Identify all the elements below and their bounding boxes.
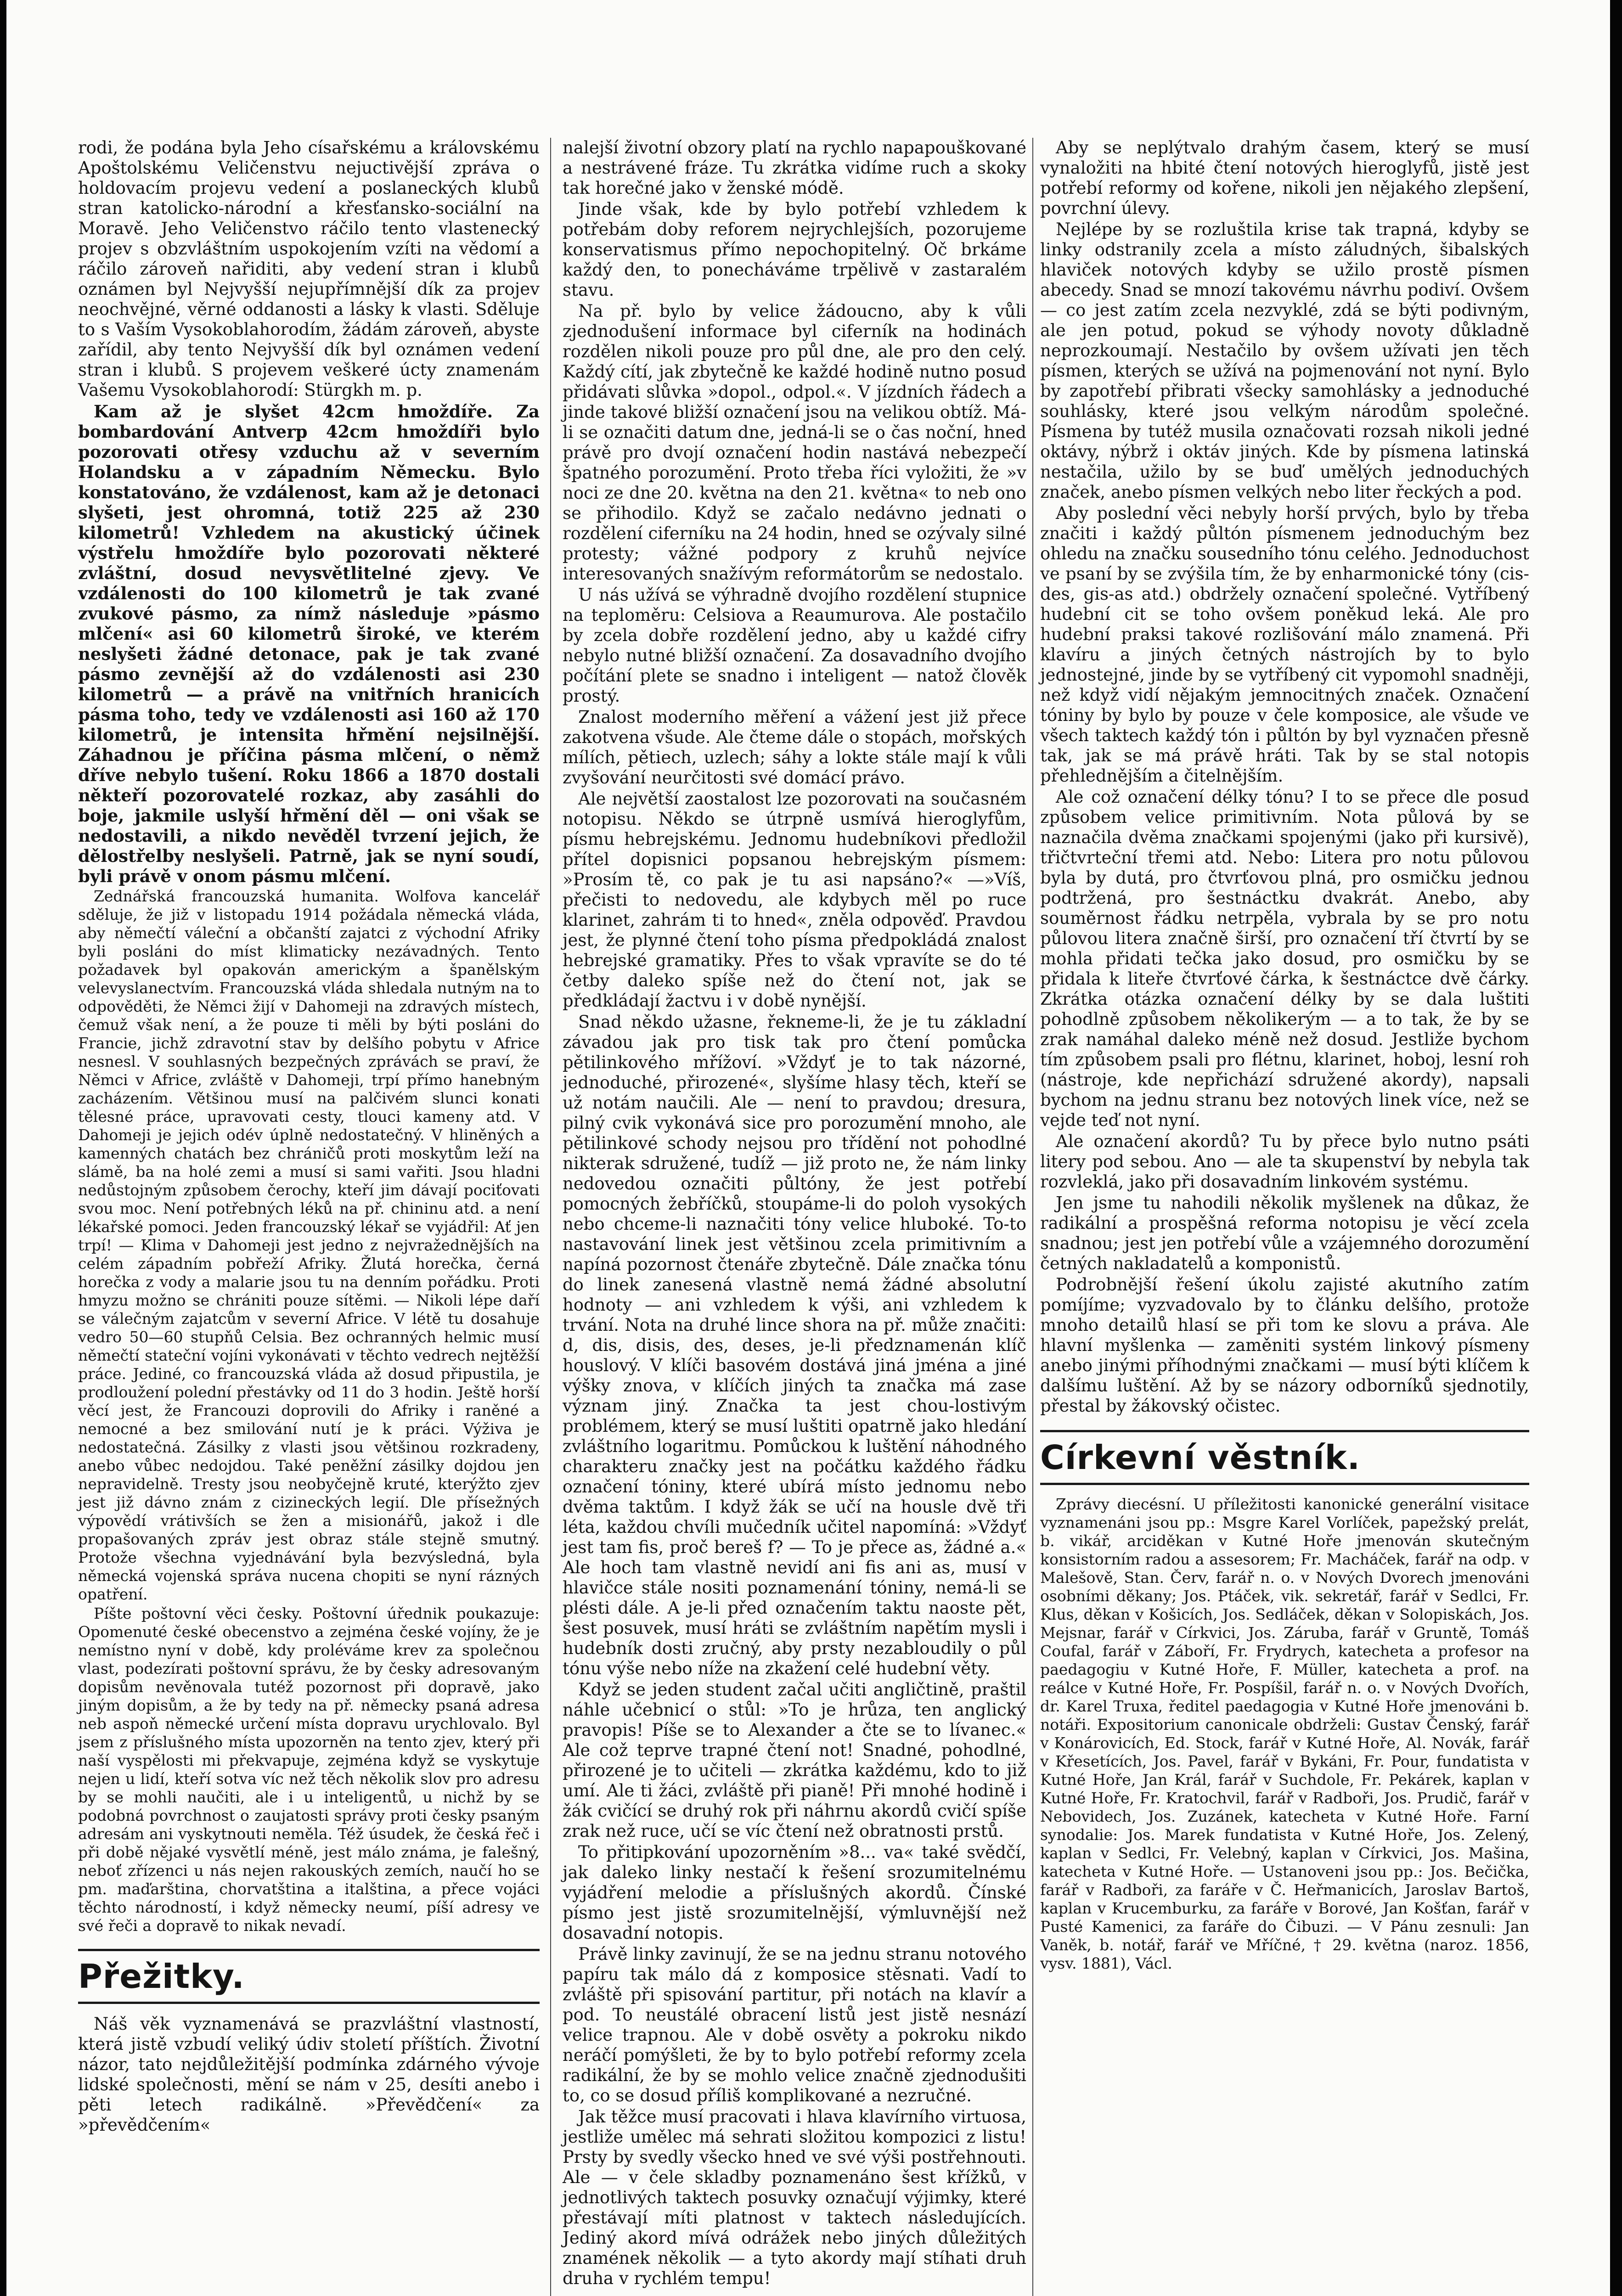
prezitky-c3-p7: Podrobnější řešení úkolu zajisté akutního zatím pomíjíme; vyzvadovalo by to článku delšího, protože mnoho detailů hlasí se při tom ke slovu a práva. Ale hlavní myšlenka — zaměniti systém linkový písmeny anebo jinými příhodnými značkami — musí býti klíčem k dalšímu luštění. Až by se názory odborníků sjednotily, přestal by žákovský očistec. bbox=[1040, 1275, 1529, 1416]
hmozdire-article: Kam až je slyšet 42cm hmoždíře. Za bombardování Antverp 42cm hmoždíři bylo pozorovati otřesy vzduchu až v severním Holandsku a v západním Německu. Bylo konstatováno, že vzdálenost, kam až je detonaci slyšeti, jest ohromná, totiž 225 až 230 kilometrů! Vzhledem na akustický účinek výstřelu hmoždíře bylo pozorovati některé zvláštní, dosud nevysvětlitelné zjevy. Ve vzdálenosti do 100 kilometrů je tak zvané zvukové pásmo, za nímž následuje »pásmo mlčení« asi 60 kilometrů široké, ve kterém neslyšeti žádné detonace, pak je tak zvané pásmo zevnější až do vzdálenosti asi 230 kilometrů — a právě na vnitřních hranicích pásma toho, tedy ve vzdálenosti asi 160 až 170 kilometrů, je intensita hřmění nejsilnější. Záhadnou je příčina pásma mlčení, o němž dříve nebylo tušení. Roku 1866 a 1870 dostali někteří pozorovatelé rozkaz, aby zasáhli do boje, jakmile uslyší hřmění děl — oni však se nedostavili, a nikdo nevěděl tvrzení jejich, že dělostřelby neslyšeli. Patrně, jak se nyní soudí, byli právě v onom pásmu mlčení. bbox=[78, 401, 540, 886]
left-edge-bar bbox=[0, 0, 6, 2296]
prezitky-c3-p6: Jen jsme tu nahodili několik myšlenek na důkaz, že radikální a prospěšná reforma notopisu je věcí zcela snadnou; jest jen potřebí vůle a vzájemného dorozumění četných nakladatelů a komponistů. bbox=[1040, 1193, 1529, 1273]
cirkevni-heading-box bbox=[1040, 1430, 1529, 1485]
right-edge-bar bbox=[1610, 0, 1622, 2296]
column-rule-2 bbox=[1032, 138, 1033, 2296]
prezitky-c3-p3: Aby poslední věci nebyly horší prvých, bylo by třeba značiti i každý půltón písmenem jednoduchým bez ohledu na značku sousedního tónu celého. Jednoduchost ve psaní by se zvýšila tím, že by enharmonické tóny (cis-des, gis-as atd.) obdržely označení společné. Vytříbený hudební cit se toho ovšem poněkud leká. Ale pro hudební praksi takové rozlišování málo znamená. Při klavíru a jiných četných nástrojích by to bylo jednostejné, jinde by se vytříbený cit vypomohl snadněji, než když vidí nějakým jemnocitných značek. Označení tóniny by bylo by pouze v čele komposice, ale všude ve všech taktech každý tón i půltón by byl vyznačen přesně tak, jak se má právě hráti. Tak by se stal notopis přehlednějším a čitelnějším. bbox=[1040, 503, 1529, 786]
prezitky-c3-p4: Ale což označení délky tónu? I to se přece dle posud způsobem velice primitivním. Nota půlová by se naznačila dvěma značkami spojenými (jako při kursivě), třičtvrteční třemi atd. Nebo: Litera pro notu půlovou byla by dutá, pro čtvrťovou plná, pro osmičku jednou podtržená, pro šestnáctku dvakrát. Anebo, aby souměrnost řádku netrpěla, vybrala by se pro notu půlovou litera značně širší, pro označení tří čtvrtí by se mohla přidati tečka jako dosud, pro osmičku by se přidala k liteře čtvrťové čárka, k šestnáctce dvě čárky. Zkrátka otázka označení délky by se dala luštiti pohodlně způsobem několikerým — a to tak, že by se zrak namáhal daleko méně než dosud. Jestliže bychom tím způsobem psali pro flétnu, klarinet, hoboj, lesní roh (nástroje, kde nepřichází sdružené akordy), napsali bychom na jednu stranu bez notových linek více, než se vejde teď not nyní. bbox=[1040, 787, 1529, 1130]
postovni-veci-article: Píšte poštovní věci česky. Poštovní úřednik poukazuje: Opomenuté české obecenstvo a zejména české vojíny, že je nemístno nyní v době, kdy proléváme krev za společnou vlast, podezírati poštovní správu, že by česky adresovaným dopisům nevěnovala tutéž pozornost při dopravě, jako jiným dopisům, a že by tedy na př. německy psaná adresa neb aspoň německé určení místa dopravu urychlovalo. Byl jsem z příslušného místa upozorněn na tento zjev, který při naší vyspělosti mi překvapuje, zejména když se vyskytuje nejen u lidí, kteří sotva víc než těch několik slov pro adresu by se mohli naučiti, ale i u inteligentů, u nichž by se podobná povrchnost o zaujatosti správy proti česky psaným adresám ani vyskytnouti neměla. Též úsudek, že česká řeč i při době nějaké vysvětlí méně, jest málo známa, je falešný, neboť zřízenci u nás nejen rakouských zemích, naučí ho se pm. maďarština, chorvatština a italština, a přece vojáci těchto národností, i když německy neumí, píší adresy ve své řeči a dopravě to nikak nevadí. bbox=[78, 1604, 540, 1935]
prezitky-p9: To přitipkování upozorněním »8... va« také svědčí, jak daleko linky nestačí k řešení srozumitelnému vyjádření melodie a příslušných akordů. Čínské písmo jest jistě srozumitelnější, výmluvnější než dosavadní notopis. bbox=[563, 1842, 1026, 1943]
column-1 bbox=[78, 138, 540, 2136]
prezitky-c3-p1: Aby se neplýtvalo drahým časem, který se musí vynaložiti na hbité čtení notových hieroglyfů, jistě jest potřebí reformy od kořene, nikoli jen nějakého zlepšení, povrchní úlevy. bbox=[1040, 138, 1529, 218]
cirkevni-title: Církevní věstník. bbox=[1040, 1438, 1360, 1477]
prezitky-p4: U nás užívá se výhradně dvojího rozdělení stupnice na teploměru: Celsiova a Reaumurova. Ale postačilo by zcela dobře rozdělení jedno, aby u každé cifry nebylo nutné bližší označení. Za dosavadního dvojího počítání plete se snadno i inteligent — natož člověk prostý. bbox=[563, 585, 1026, 706]
prezitky-heading-box bbox=[78, 1949, 540, 2004]
prezitky-c3-p5: Ale označení akordů? Tu by přece bylo nutno psáti litery pod sebou. Ano — ale ta skupenství by nebyla tak rozvleklá, jako při dosavadním linkovém systému. bbox=[1040, 1131, 1529, 1192]
prezitky-p3: Na př. bylo by velice žádoucno, aby k vůli zjednodušení informace byl ciferník na hodinách rozdělen nikoli pouze pro půl dne, ale pro den celý. Každý cítí, jak zbytečně ke každé hodině nutno posud přidávati slůvka »dopol., odpol.«. V jízdních řádech a jinde takové bližší označení jsou na velikou obtíž. Má-li se označiti datum dne, jedná-li se o čas noční, hned právě pro dvojí označení hodin nastává nebezpečí špatného porozumění. Proto třeba říci vyložiti, že »v noci ze dne 20. května na den 21. května« to neb ono se přihodilo. Když se začalo nedávno jednati o rozdělení ciferníku na 24 hodin, hned se ozývaly silné protesty; vážné podpory z kruhů nejvíce interesovaných snažívým reformátorům se nedostalo. bbox=[563, 301, 1026, 584]
prezitky-c3-p2: Nejlépe by se rozluštila krise tak trapná, kdyby se linky odstranily zcela a místo záludných, šibalských hlaviček notových kdyby se užilo prostě písmen abecedy. Snad se mnozí takovému návrhu podiví. Ovšem — co jest zatím zcela nezvyklé, zdá se býti podivným, ale jen potud, pokud se výhody novoty důkladně neprozkoumají. Nestačilo by ovšem užívati jen těch písmen, kterých se užívá na pojmenování not nyní. Bylo by zapotřebí přibrati všecky samohlásky a jednoduché souhlásky, které jsou velkým národům společné. Písmena by tutéž musila označovati rozsah nikoli jedné oktávy, nýbrž i oktáv jiných. Kde by písmena latinská nestačila, užilo by se buď umělých jednoduchých značek, anebo písmen velkých nebo liter řeckých a pod. bbox=[1040, 219, 1529, 502]
holdovaci-projev-text: rodi, že podána byla Jeho císařskému a královskému Apoštolskému Veličenstvu nejuctivější zpráva o holdovacím projevu vedení a poslaneckých klubů stran katolicko-národní a křesťansko-sociální na Moravě. Jeho Veličenstvo ráčilo tento vlastenecký projev s obzvláštním uspokojením vzíti na vědomí a ráčilo zároveň nařiditi, aby vedení stran i klubů oznámen byl Nejvyšší nejupřímnější dík za projev neochvějné, věrné oddanosti a lásky k vlasti. Sděluje to s Vaším Vysokoblahorodím, žádám zároveň, abyste zařídil, aby tento Nejvyšší dík byl oznámen vedení stran i klubů. S projevem veškeré úcty znamenám Vašemu Vysokoblahorodí: Stürgkh m. p. bbox=[78, 138, 540, 400]
prezitky-p7: Snad někdo užasne, řekneme-li, že je tu základní závadou jak pro tisk tak pro čtení pomůcka pětilinkového mřížoví. »Vždyť je to tak názorné, jednoduché, přirozené«, slyšíme hlasy těch, kteří se už notám naučili. Ale — není to pravdou; dresura, pilný cvik vykonává sice pro porozumění mnoho, ale pětilinkové schody nejsou pro třídění not pohodlné nikterak sdružené, tudíž — již proto ne, že nám linky nedovedou označiti půltóny, že jest potřebí pomocných žebříčků, stoupáme-li do poloh vysokých nebo chceme-li naznačiti tóny velice hluboké. To-to nastavování linek jest většinou zcela primitivním a napíná pozornost čtenáře zbytečně. Dále značka tónu do linek zanesená vlastně nemá žádné absolutní hodnoty — ani vzhledem k výši, ani vzhledem k trvání. Nota na druhé lince shora na př. může značiti: d, dis, disis, des, deses, je-li předznamenán klíč houslový. V klíči basovém dostává jiná jména a jiné výšky znova, v klíčích jiných ta značka má zase význam jiný. Značka ta jest chou-lostivým problémem, který se musí luštiti opatrně jako hledání zvláštního logaritmu. Pomůckou k luštění náhodného charakteru značky jest na počátku každého řádku označení tóniny, které ubírá místo jednomu nebo dvěma taktům. I když žák se učí na housle dvě tři léta, každou chvíli mučedník učitel napomíná: »Vždyť jest tam fis, proč bereš f? — To je přece as, žádné a.« Ale hoch tam vlastně nevidí ani fis ani as, musí v hlavičce stále nositi poznamenání tóniny, nemá-li se plésti dále. A je-li před označením taktu naoste pět, šest posuvek, musí hráti se zvláštním napětím mysli i hudebník dosti zručný, aby prsty nezabloudily o půl tónu výše nebo níže na zkažení celé hudební věty. bbox=[563, 1012, 1026, 1678]
prezitky-p1: nalejší životní obzory platí na rychlo napapouškované a nestrávené fráze. Tu zkrátka vidíme ruch a skoky tak horečné jako v ženské módě. bbox=[563, 138, 1026, 198]
cirkevni-text: Zprávy diecésní. U příležitosti kanonické generální visitace vyznamenáni jsou pp.: Msgre Karel Vorlíček, papežský prelát, b. vikář, arciděkan v Kutné Hoře jmenován skutečným konsistorním radou a assesorem; Fr. Macháček, farář na odp. v Malešově, Stan. Červ, farář n. o. v Nových Dvorech jmenováni osobními děkany; Jos. Ptáček, vik. sekretář, farář v Sedlci, Fr. Klus, děkan v Košicích, Jos. Sedláček, děkan v Solopiskách, Jos. Mejsnar, farář v Církvici, Jos. Záruba, farář v Gruntě, Tomáš Coufal, farář v Záboří, Fr. Frydrych, katecheta a profesor na paedagogiu v Kutné Hoře, F. Müller, katecheta a prof. na reálce v Kutné Hoře, Fr. Pospíšil, farář n. o. v Nových Dvořích, dr. Karel Truxa, ředitel paedagogia v Kutné Hoře jmenováni b. notáři. Expositorium canonicale obdrželi: Gustav Čenský, farář v Konárovicích, Ed. Stock, farář v Kutné Hoře, Al. Novák, farář v Křesetících, Jos. Pavel, farář v Bykáni, Fr. Pour, fundatista v Kutné Hoře, Jan Král, farář v Suchdole, Fr. Pekárek, kaplan v Kutné Hoře, Fr. Kratochvil, farář v Radboři, Jos. Prudič, farář v Nebovidech, Jos. Zuzánek, katecheta v Kutné Hoře. Farní synodalie: Jos. Marek fundatista v Kutné Hoře, Jos. Zelený, kaplan v Sedlci, Fr. Velebný, kaplan v Církvici, Jos. Mašina, katecheta v Kutné Hoře. — Ustanoveni jsou pp.: Jos. Bečička, farář v Radboři, za faráře v Č. Heřmanicích, Jaroslav Bartoš, kaplan v Krucemburku, za faráře v Borové, Jan Košťan, farář v Pusté Kamenici, za faráře do Čibuzi. — V Pánu zesnuli: Jan Vaněk, b. notář, farář ve Mříčné, † 29. května (naroz. 1856, vysv. 1881), Václ. bbox=[1040, 1495, 1529, 1972]
prezitky-intro: Náš věk vyznamenává se prazvláštní vlastností, která jistě vzbudí veliký údiv století příštích. Životní názor, tato nejdůležitější podmínka zdárného vývoje lidské společnosti, mění se nám v 25, desíti anebo i pěti letech radikálně. »Převědčení« za »převědčením« bbox=[78, 2014, 540, 2135]
prezitky-p8: Když se jeden student začal učiti angličtině, praštil náhle učebnicí o stůl: »To je hrůza, ten anglický pravopis! Píše se to Alexander a čte se to lívanec.« Ale což teprve trapné čtení not! Snadné, pohodlné, přirozené je to učiteli — zkrátka každému, kdo to již umí. Ale ti žáci, zvláště při pianě! Při mnohé hodině i žák cvičící se druhý rok při náhrnu akordů cvičí spíše zrak než ruce, učí se víc čtení než obratnosti prstů. bbox=[563, 1680, 1026, 1841]
column-3 bbox=[1040, 138, 1529, 1974]
column-2 bbox=[563, 138, 1026, 2290]
prezitky-p11: Jak těžce musí pracovati i hlava klavírního virtuosa, jestliže umělec má sehrati složitou kompozici z listu! Prsty by svedly všecko hned ve své výši postřehnouti. Ale — v čele skladby poznamenáno šest křížků, v jednotlivých taktech posuvky označují výjimky, které přestávají míti platnost v taktech následujících. Jediný akord mívá odrážek nebo jiných důležitých znamének několik — a tyto akordy mají stíhati druh druha v rychlém tempu! bbox=[563, 2107, 1026, 2288]
zednarska-humanita-article: Zednářská francouzská humanita. Wolfova kancelář sděluje, že již v listopadu 1914 požádala německá vláda, aby němečtí váleční a občanští zajatci z východní Afriky byli posláni do míst klimaticky nezávadných. Tento požadavek byl opakován americkým a španělským velevyslanectvím. Francouzská vláda shledala nutným na to odpověděti, že Němci žijí v Dahomeji na zdravých místech, čemuž však není, a že pouze ti měli by býti posláni do Francie, jichž zdravotní stav by delšího pobytu v Africe nesnesl. V souhlasných bezpečných zprávách se praví, že Němci v Africe, zvláště v Dahomeji, trpí přímo hanebným zacházením. Většinou musí na palčivém slunci konati tělesné práce, upravovati cesty, tlouci kameny atd. V Dahomeji je jejich odév úplně nedostatečný. V hliněných a kamenných chatách bez chráničů proti moskytům leží na slámě, ba na holé zemi a musí si sami vařiti. Jsou hladni nedůstojným způsobem čerochy, kteří jim dávají pociťovati svou moc. Není potřebných léků na př. chininu atd. a není lékařské pomoci. Jeden francouzský lékař se vyjádřil: Ať jen trpí! — Klima v Dahomeji jest jedno z nejvražednějších na celém západním pobřeží Afriky. Žlutá horečka, černá horečka z vody a malarie jsou tu na denním pořádku. Proti hmyzu možno se chrániti pouze sítěmi. — Nikoli lépe daří se válečným zajatcům v severní Africe. V létě tu dosahuje vedro 50—60 stupňů Celsia. Bez ochranných helmic musí němečtí stateční vojíni vykonávati v těchto vedrech nejtěžší práce. Jediné, co francouzská vláda až dosud připustila, je prodloužení polední přestávky od 11 do 3 hodin. Ještě horší věcí jest, že Francouzi doprovili do Afriky i raněné a nemocné a bez smilování nutí je k práci. Výživa je nedostatečná. Zásilky z vlasti jsou většinou rozkradeny, anebo vůbec nedojdou. Také peněžní zásilky dojdou jen nepravidelně. Tresty jsou neobyčejně kruté, kterýžto zjev jest již dávno znám z cizineckých legií. Dle přísežných výpovědí vrátivších se žen a misionářů, jakož i dle propašovaných zpráv jest obraz stále stejně smutný. Protože všechna vyjednávání byla bezvýsledná, byla německá vojenská správa nucena chopiti se nyní rázných opatření. bbox=[78, 887, 540, 1603]
prezitky-title: Přežitky. bbox=[78, 1957, 245, 1996]
column-rule-1 bbox=[550, 138, 551, 2296]
prezitky-p5: Znalost moderního měření a vážení jest již přece zakotvena všude. Ale čteme dále o stopách, mořských mílích, pětiech, uzlech; sáhy a lokte stále mají k vůli zvyšování neurčitosti své domácí právo. bbox=[563, 707, 1026, 788]
prezitky-p10: Právě linky zavinují, že se na jednu stranu notového papíru tak málo dá z komposice stěsnati. Vadí to zvláště při spisování partitur, při notách na klavír a pod. To neustálé obracení listů jest jistě nesnází velice trapnou. Ale v době osvěty a pokroku nikdo neráčí pomýšleti, že by to bylo potřebí reformy zcela radikální, že by se mohlo velice značně zjednodušiti to, co se dosud příliš komplikované a nezručné. bbox=[563, 1944, 1026, 2105]
prezitky-p2: Jinde však, kde by bylo potřebí vzhledem k potřebám doby reforem nejrychlejších, pozorujeme konservatismus přímo nepochopitelný. Oč brkáme každý den, to ponecháváme trpělivě v zastaralém stavu. bbox=[563, 199, 1026, 300]
prezitky-p6: Ale největší zaostalost lze pozorovati na současném notopisu. Někdo se útrpně usmívá hieroglyfům, písmu hebrejskému. Jednomu hudebníkovi předložil přítel dopisnici popsanou hebrejským písmem: »Prosím tě, co pak je tu asi napsáno?« —»Víš, přečisti to nedovedu, ale kdybych měl po ruce klarinet, zahrám ti to hned«, zněla odpověď. Pravdou jest, že plynné čtení toho písma předpokládá znalost hebrejské gramatiky. Přes to však vpravíte se do té četby daleko spíše než do čtení not, jak se předkládají žactvu i v době nynější. bbox=[563, 789, 1026, 1011]
